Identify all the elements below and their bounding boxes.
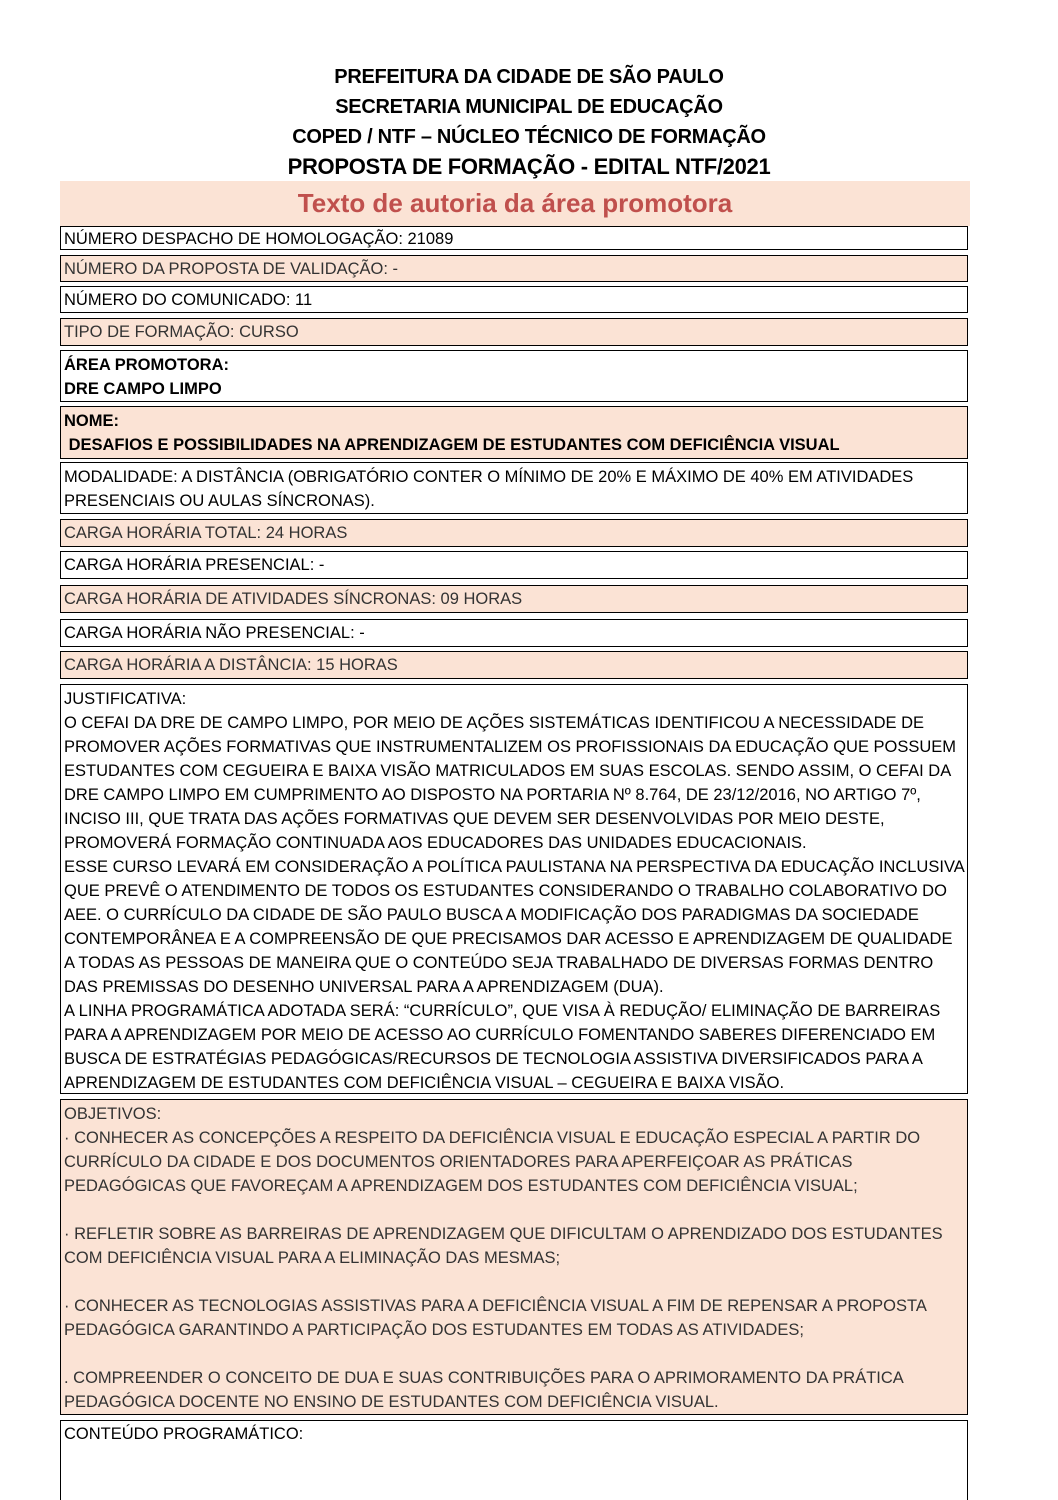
field-carga-distancia: CARGA HORÁRIA A DISTÂNCIA: 15 HORAS: [60, 651, 968, 679]
header-secretaria: SECRETARIA MUNICIPAL DE EDUCAÇÃO: [335, 96, 723, 118]
header-proposta: PROPOSTA DE FORMAÇÃO - EDITAL NTF/2021: [287, 154, 771, 179]
objetivos-label: OBJETIVOS:: [64, 1105, 162, 1123]
field-nome: [60, 406, 968, 459]
objetivo-item: . COMPREENDER O CONCEITO DE DUA E SUAS CONTRIBUIÇÕES PARA O APRIMORAMENTO DA PRÁTICA PEDAGÓGICA DOCENTE NO ENSINO DE ESTUDANTES COM DEFICIÊNCIA VISUAL.: [64, 1369, 903, 1411]
field-carga-presencial: CARGA HORÁRIA PRESENCIAL: -: [60, 551, 968, 579]
area-promotora-value: DRE CAMPO LIMPO: [64, 380, 222, 398]
nome-value: DESAFIOS E POSSIBILIDADES NA APRENDIZAGEM DE ESTUDANTES COM DEFICIÊNCIA VISUAL: [64, 436, 840, 454]
justificativa-paragraph-3: A LINHA PROGRAMÁTICA ADOTADA SERÁ: “CURRÍCULO”, QUE VISA À REDUÇÃO/ ELIMINAÇÃO DE BARREIRAS PARA A APRENDIZAGEM POR MEIO DE ACESSO AO CURRÍCULO FOMENTANDO SABERES DIFERENCIADO EM BUSCA DE ESTRATÉGIAS PEDAGÓGICAS/RECURSOS DE TECNOLOGIA ASSISTIVA DIVERSIFICADOS PARA A APRENDIZAGEM DE ESTUDANTES COM DEFICIÊNCIA VISUAL – CEGUEIRA E BAIXA VISÃO.: [64, 1002, 941, 1092]
objetivo-item: · REFLETIR SOBRE AS BARREIRAS DE APRENDIZAGEM QUE DIFICULTAM O APRENDIZADO DOS ESTUDANTES COM DEFICIÊNCIA VISUAL PARA A ELIMINAÇÃO DAS MESMAS;: [64, 1225, 943, 1267]
objetivo-item: · CONHECER AS TECNOLOGIAS ASSISTIVAS PARA A DEFICIÊNCIA VISUAL A FIM DE REPENSAR A PROPOSTA PEDAGÓGICA GARANTINDO A PARTICIPAÇÃO DOS ESTUDANTES EM TODAS AS ATIVIDADES;: [64, 1297, 926, 1339]
justificativa-paragraph-1: O CEFAI DA DRE DE CAMPO LIMPO, POR MEIO DE AÇÕES SISTEMÁTICAS IDENTIFICOU A NECESSIDADE DE PROMOVER AÇÕES FORMATIVAS QUE INSTRUMENTALIZEM OS PROFISSIONAIS DA EDUCAÇÃO QUE POSSUEM ESTUDANTES COM CEGUEIRA E BAIXA VISÃO MATRICULADOS EM SUAS ESCOLAS. SENDO ASSIM, O CEFAI DA DRE CAMPO LIMPO EM CUMPRIMENTO AO DISPOSTO NA PORTARIA Nº 8.764, DE 23/12/2016, NO ARTIGO 7º, INCISO III, QUE TRATA DAS AÇÕES FORMATIVAS QUE DEVEM SER DESENVOLVIDAS POR MEIO DESTE, PROMOVERÁ FORMAÇÃO CONTINUADA AOS EDUCADORES DAS UNIDADES EDUCACIONAIS.: [64, 714, 957, 852]
field-carga-total: CARGA HORÁRIA TOTAL: 24 HORAS: [60, 519, 968, 547]
field-modalidade: MODALIDADE: A DISTÂNCIA (OBRIGATÓRIO CONTER O MÍNIMO DE 20% E MÁXIMO DE 40% EM ATIVIDADES PRESENCIAIS OU AULAS SÍNCRONAS).: [60, 462, 968, 514]
document-header: [0, 62, 1058, 182]
conteudo-label: CONTEÚDO PROGRAMÁTICO:: [64, 1425, 304, 1443]
field-carga-sincronas: CARGA HORÁRIA DE ATIVIDADES SÍNCRONAS: 09 HORAS: [60, 585, 968, 613]
field-conteudo-programatico: [60, 1420, 968, 1500]
nome-label: NOME:: [64, 412, 119, 430]
field-tipo: TIPO DE FORMAÇÃO: CURSO: [60, 318, 968, 346]
field-objetivos: [60, 1099, 968, 1415]
area-promotora-label: ÁREA PROMOTORA:: [64, 356, 229, 374]
field-justificativa: [60, 684, 968, 1094]
header-coped: COPED / NTF – NÚCLEO TÉCNICO DE FORMAÇÃO: [292, 126, 766, 148]
authorship-banner: Texto de autoria da área promotora: [60, 181, 970, 226]
field-comunicado: NÚMERO DO COMUNICADO: 11: [60, 286, 968, 313]
objetivo-item: · CONHECER AS CONCEPÇÕES A RESPEITO DA DEFICIÊNCIA VISUAL E EDUCAÇÃO ESPECIAL A PARTIR DO CURRÍCULO DA CIDADE E DOS DOCUMENTOS ORIENTADORES PARA APERFEIÇOAR AS PRÁTICAS PEDAGÓGICAS QUE FAVOREÇAM A APRENDIZAGEM DOS ESTUDANTES COM DEFICIÊNCIA VISUAL;: [64, 1129, 921, 1195]
justificativa-paragraph-2: ESSE CURSO LEVARÁ EM CONSIDERAÇÃO A POLÍTICA PAULISTANA NA PERSPECTIVA DA EDUCAÇÃO INCLUSIVA QUE PREVÊ O ATENDIMENTO DE TODOS OS ESTUDANTES CONSIDERANDO O TRABALHO COLABORATIVO DO AEE. O CURRÍCULO DA CIDADE DE SÃO PAULO BUSCA A MODIFICAÇÃO DOS PARADIGMAS DA SOCIEDADE CONTEMPORÂNEA E A COMPREENSÃO DE QUE PRECISAMOS DAR ACESSO E APRENDIZAGEM DE QUALIDADE A TODAS AS PESSOAS DE MANEIRA QUE O CONTEÚDO SEJA TRABALHADO DE DIVERSAS FORMAS DENTRO DAS PREMISSAS DO DESENHO UNIVERSAL PARA A APRENDIZAGEM (DUA).: [64, 858, 964, 996]
header-prefeitura: PREFEITURA DA CIDADE DE SÃO PAULO: [334, 66, 724, 88]
field-area-promotora: [60, 350, 968, 402]
field-despacho: NÚMERO DESPACHO DE HOMOLOGAÇÃO: 21089: [60, 226, 968, 250]
field-carga-nao-presencial: CARGA HORÁRIA NÃO PRESENCIAL: -: [60, 619, 968, 647]
justificativa-label: JUSTIFICATIVA:: [64, 690, 187, 708]
field-validacao: NÚMERO DA PROPOSTA DE VALIDAÇÃO: -: [60, 255, 968, 282]
